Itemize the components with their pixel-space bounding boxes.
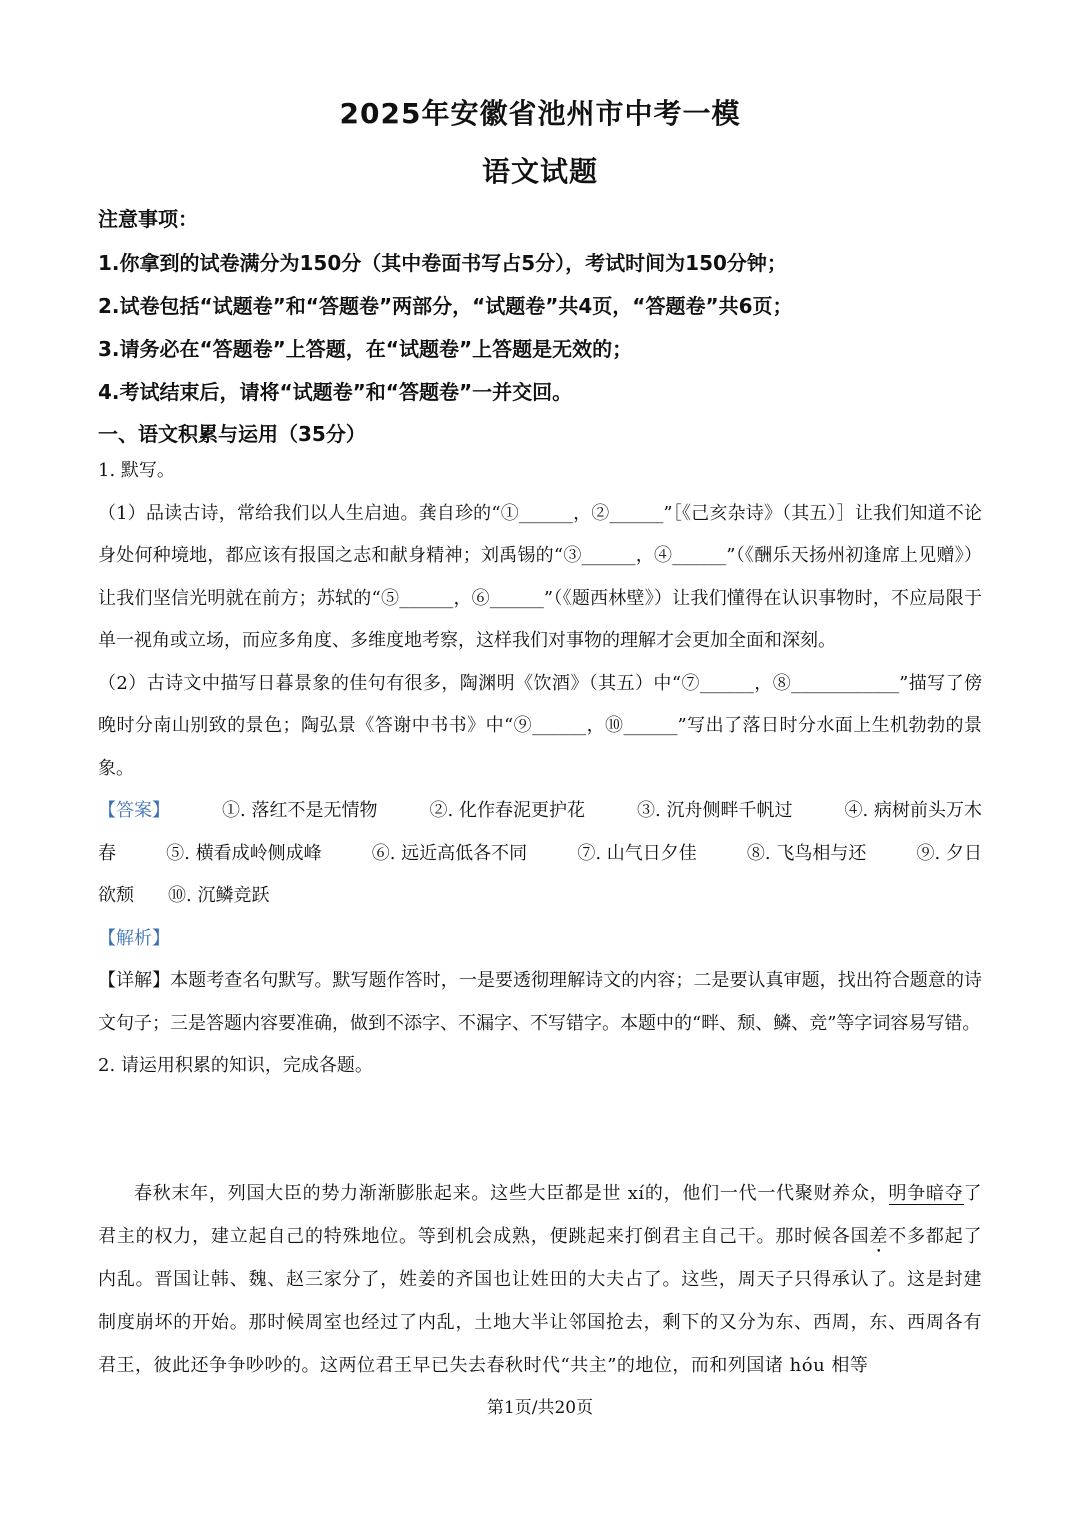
answer-row-1 (98, 790, 982, 833)
question-1-block (98, 450, 982, 1088)
notice-item-2: 2.试卷包括“试题卷”和“答题卷”两部分，“试题卷”共4页，“答题卷”共6页； (98, 294, 793, 318)
answer-item: ④. 病树前头万木 (844, 800, 982, 821)
answer-row-2 (98, 833, 982, 876)
answer-item: ⑧. 飞鸟相与还 (746, 842, 867, 864)
notice-item-1: 1.你拿到的试卷满分为150分（其中卷面书写占5分），考试时间为150分钟； (98, 251, 787, 275)
answer-item: 欲颓 (98, 885, 134, 906)
notice-heading: 注意事项： (98, 207, 198, 231)
question-1-part-2: （2）古诗文中描写日暮景象的佳句有很多，陶渊明《饮酒》（其五）中“⑦______，⑧____________”描写了傍晚时分南山别致的景色；陶弘景《答谢中书书》中“⑨______，⑩______”写出了落日时分水面上生机勃勃的景象。 (98, 672, 982, 779)
pinyin-annotation: xí (627, 1183, 645, 1204)
page-title: 2025年安徽省池州市中考一模 (339, 97, 741, 130)
answer-item: ⑨. 夕日 (916, 842, 982, 864)
answer-item: 春 (98, 842, 116, 864)
answer-item: ③. 沉舟侧畔千帆过 (637, 800, 793, 821)
reading-passage: 春秋末年，列国大臣的势力渐渐膨胀起来。这些大臣都是世 xí的，他们一代一代聚财养众，明争暗夺了君主的权力，建立起自己的特殊地位。等到机会成熟，便跳起来打倒君主自己干。那时候各国差不多都起了内乱。晋国让韩、魏、赵三家分了，姓姜的齐国也让姓田的大夫占了。这些，周天子只得承认了。这是封建制度崩坏的开始。那时候周室也经过了内乱，土地大半让邻国抢去，剩下的又分为东、西周，东、西周各有君王，彼此还争争吵吵的。这两位君王早已失去春秋时代“共主”的地位，而和列国诸 hóu 相等 (98, 1183, 983, 1376)
answer-item: ⑩. 沉鳞竞跃 (168, 885, 270, 906)
answer-tag: 【答案】 (98, 800, 170, 821)
notice-item-4: 4.考试结束后，请将“试题卷”和“答题卷”一并交回。 (98, 380, 573, 404)
dotted-character: 差 (869, 1226, 889, 1247)
question-2-label: 2. 请运用积累的知识，完成各题。 (98, 1055, 373, 1076)
answer-item: ⑥. 远近高低各不同 (371, 842, 528, 864)
page-footer: 第1页/共20页 (486, 1398, 594, 1418)
underlined-phrase: 明争暗夺 (888, 1183, 964, 1204)
question-1-label: 1. 默写。 (98, 460, 175, 481)
answer-item: ②. 化作春泥更护花 (429, 800, 585, 821)
question-1-part-1: （1）品读古诗，常给我们以人生启迪。龚自珍的“①______，②______”［《己亥杂诗》（其五）］让我们知道不论身处何种境地，都应该有报国之志和献身精神；刘禹锡的“③______，④______”（《酬乐天扬州初逢席上见赠》）让我们坚信光明就在前方；苏轼的“⑤______，⑥______”（《题西林壁》）让我们懂得在认识事物时，不应局限于单一视角或立场，而应多角度、多维度地考察，这样我们对事物的理解才会更加全面和深刻。 (98, 502, 982, 651)
pinyin-annotation: hóu (789, 1355, 826, 1376)
answer-item: ⑤. 横看成岭侧成峰 (166, 842, 322, 864)
page-subtitle: 语文试题 (481, 155, 598, 188)
answer-row-3 (98, 875, 982, 918)
section-heading: 一、语文积累与运用（35分） (98, 422, 366, 446)
detail-explanation: 【详解】本题考查名句默写。默写题作答时，一是要透彻理解诗文的内容；二是要认真审题，找出符合题意的诗文句子；三是答题内容要准确，做到不添字、不漏字、不写错字。本题中的“畔、颓、鳞、竞”等字词容易写错。 (98, 970, 982, 1034)
answer-item: ⑦. 山气日夕佳 (577, 842, 697, 864)
answer-item: ①. 落红不是无情物 (222, 800, 378, 821)
analysis-tag: 【解析】 (98, 927, 170, 949)
notice-item-3: 3.请务必在“答题卷”上答题，在“试题卷”上答题是无效的； (98, 337, 633, 361)
